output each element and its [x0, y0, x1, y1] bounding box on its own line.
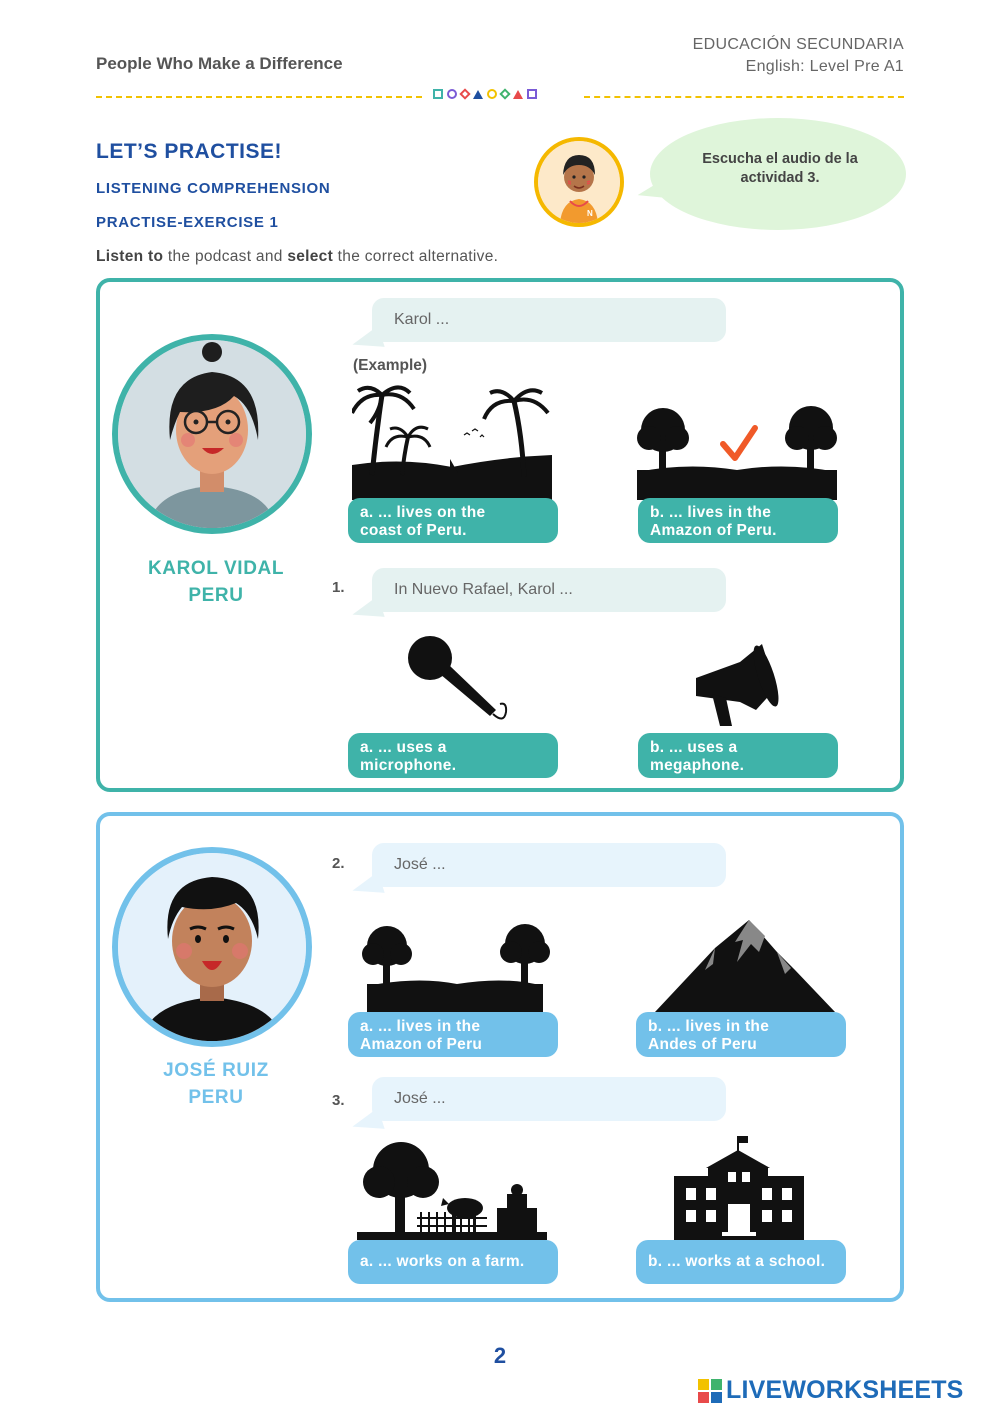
document-title: People Who Make a Difference [96, 54, 343, 73]
microphone-icon[interactable] [400, 630, 515, 728]
example-option-a[interactable]: a. ... lives on the coast of Peru. [348, 498, 558, 543]
svg-text:N: N [587, 209, 593, 218]
question-number-2: 2. [332, 855, 345, 872]
amazon-picture[interactable] [357, 918, 553, 1014]
section-subtitle: LISTENING COMPREHENSION [96, 180, 331, 197]
jose-name-label: JOSÉ RUIZ PERU [163, 1060, 269, 1108]
english-level: English: Level Pre A1 [745, 58, 904, 75]
farm-picture[interactable] [357, 1140, 547, 1240]
amazon-picture-example[interactable] [637, 400, 837, 500]
divider-left [96, 96, 422, 98]
section-title: LET’S PRACTISE! [96, 140, 283, 163]
q2-option-b[interactable]: b. ... lives in the Andes of Peru [636, 1012, 846, 1057]
q3-option-b[interactable]: b. ... works at a school. [636, 1240, 846, 1284]
q1-option-a[interactable]: a. ... uses a microphone. [348, 733, 558, 778]
q3-option-a[interactable]: a. ... works on a farm. [348, 1240, 558, 1284]
question-number-1: 1. [332, 579, 345, 596]
mascot-avatar [534, 137, 624, 227]
megaphone-icon[interactable] [690, 640, 785, 730]
instruction: Listen to the podcast and select the correct alternative. [96, 248, 499, 265]
mountains-picture[interactable] [655, 918, 835, 1014]
speech-cloud-text: Escucha el audio de la actividad 3. [702, 151, 858, 186]
q2-option-a[interactable]: a. ... lives in the Amazon of Peru [348, 1012, 558, 1057]
decorative-shapes [433, 89, 537, 99]
example-prompt-bubble: Karol ... [372, 298, 726, 342]
page-number: 2 [493, 1343, 507, 1368]
divider-right [584, 96, 904, 98]
liveworksheets-logo: LIVEWORKSHEETS [698, 1376, 964, 1405]
jose-avatar [112, 847, 312, 1047]
liveworksheets-icon [698, 1379, 722, 1403]
example-label: (Example) [353, 357, 428, 374]
education-level: EDUCACIÓN SECUNDARIA [692, 36, 904, 53]
coast-picture[interactable] [352, 385, 552, 500]
q1-option-b[interactable]: b. ... uses a megaphone. [638, 733, 838, 778]
school-picture[interactable] [666, 1134, 811, 1240]
q1-prompt-bubble: In Nuevo Rafael, Karol ... [372, 568, 726, 612]
q3-prompt-bubble: José ... [372, 1077, 726, 1121]
karol-name-label: KAROL VIDAL PERU [147, 558, 285, 606]
question-number-3: 3. [332, 1092, 345, 1109]
karol-avatar [112, 334, 312, 534]
course-info [693, 34, 904, 78]
example-option-b[interactable]: b. ... lives in the Amazon of Peru. [638, 498, 838, 543]
q2-prompt-bubble: José ... [372, 843, 726, 887]
exercise-title: PRACTISE-EXERCISE 1 [96, 214, 279, 231]
